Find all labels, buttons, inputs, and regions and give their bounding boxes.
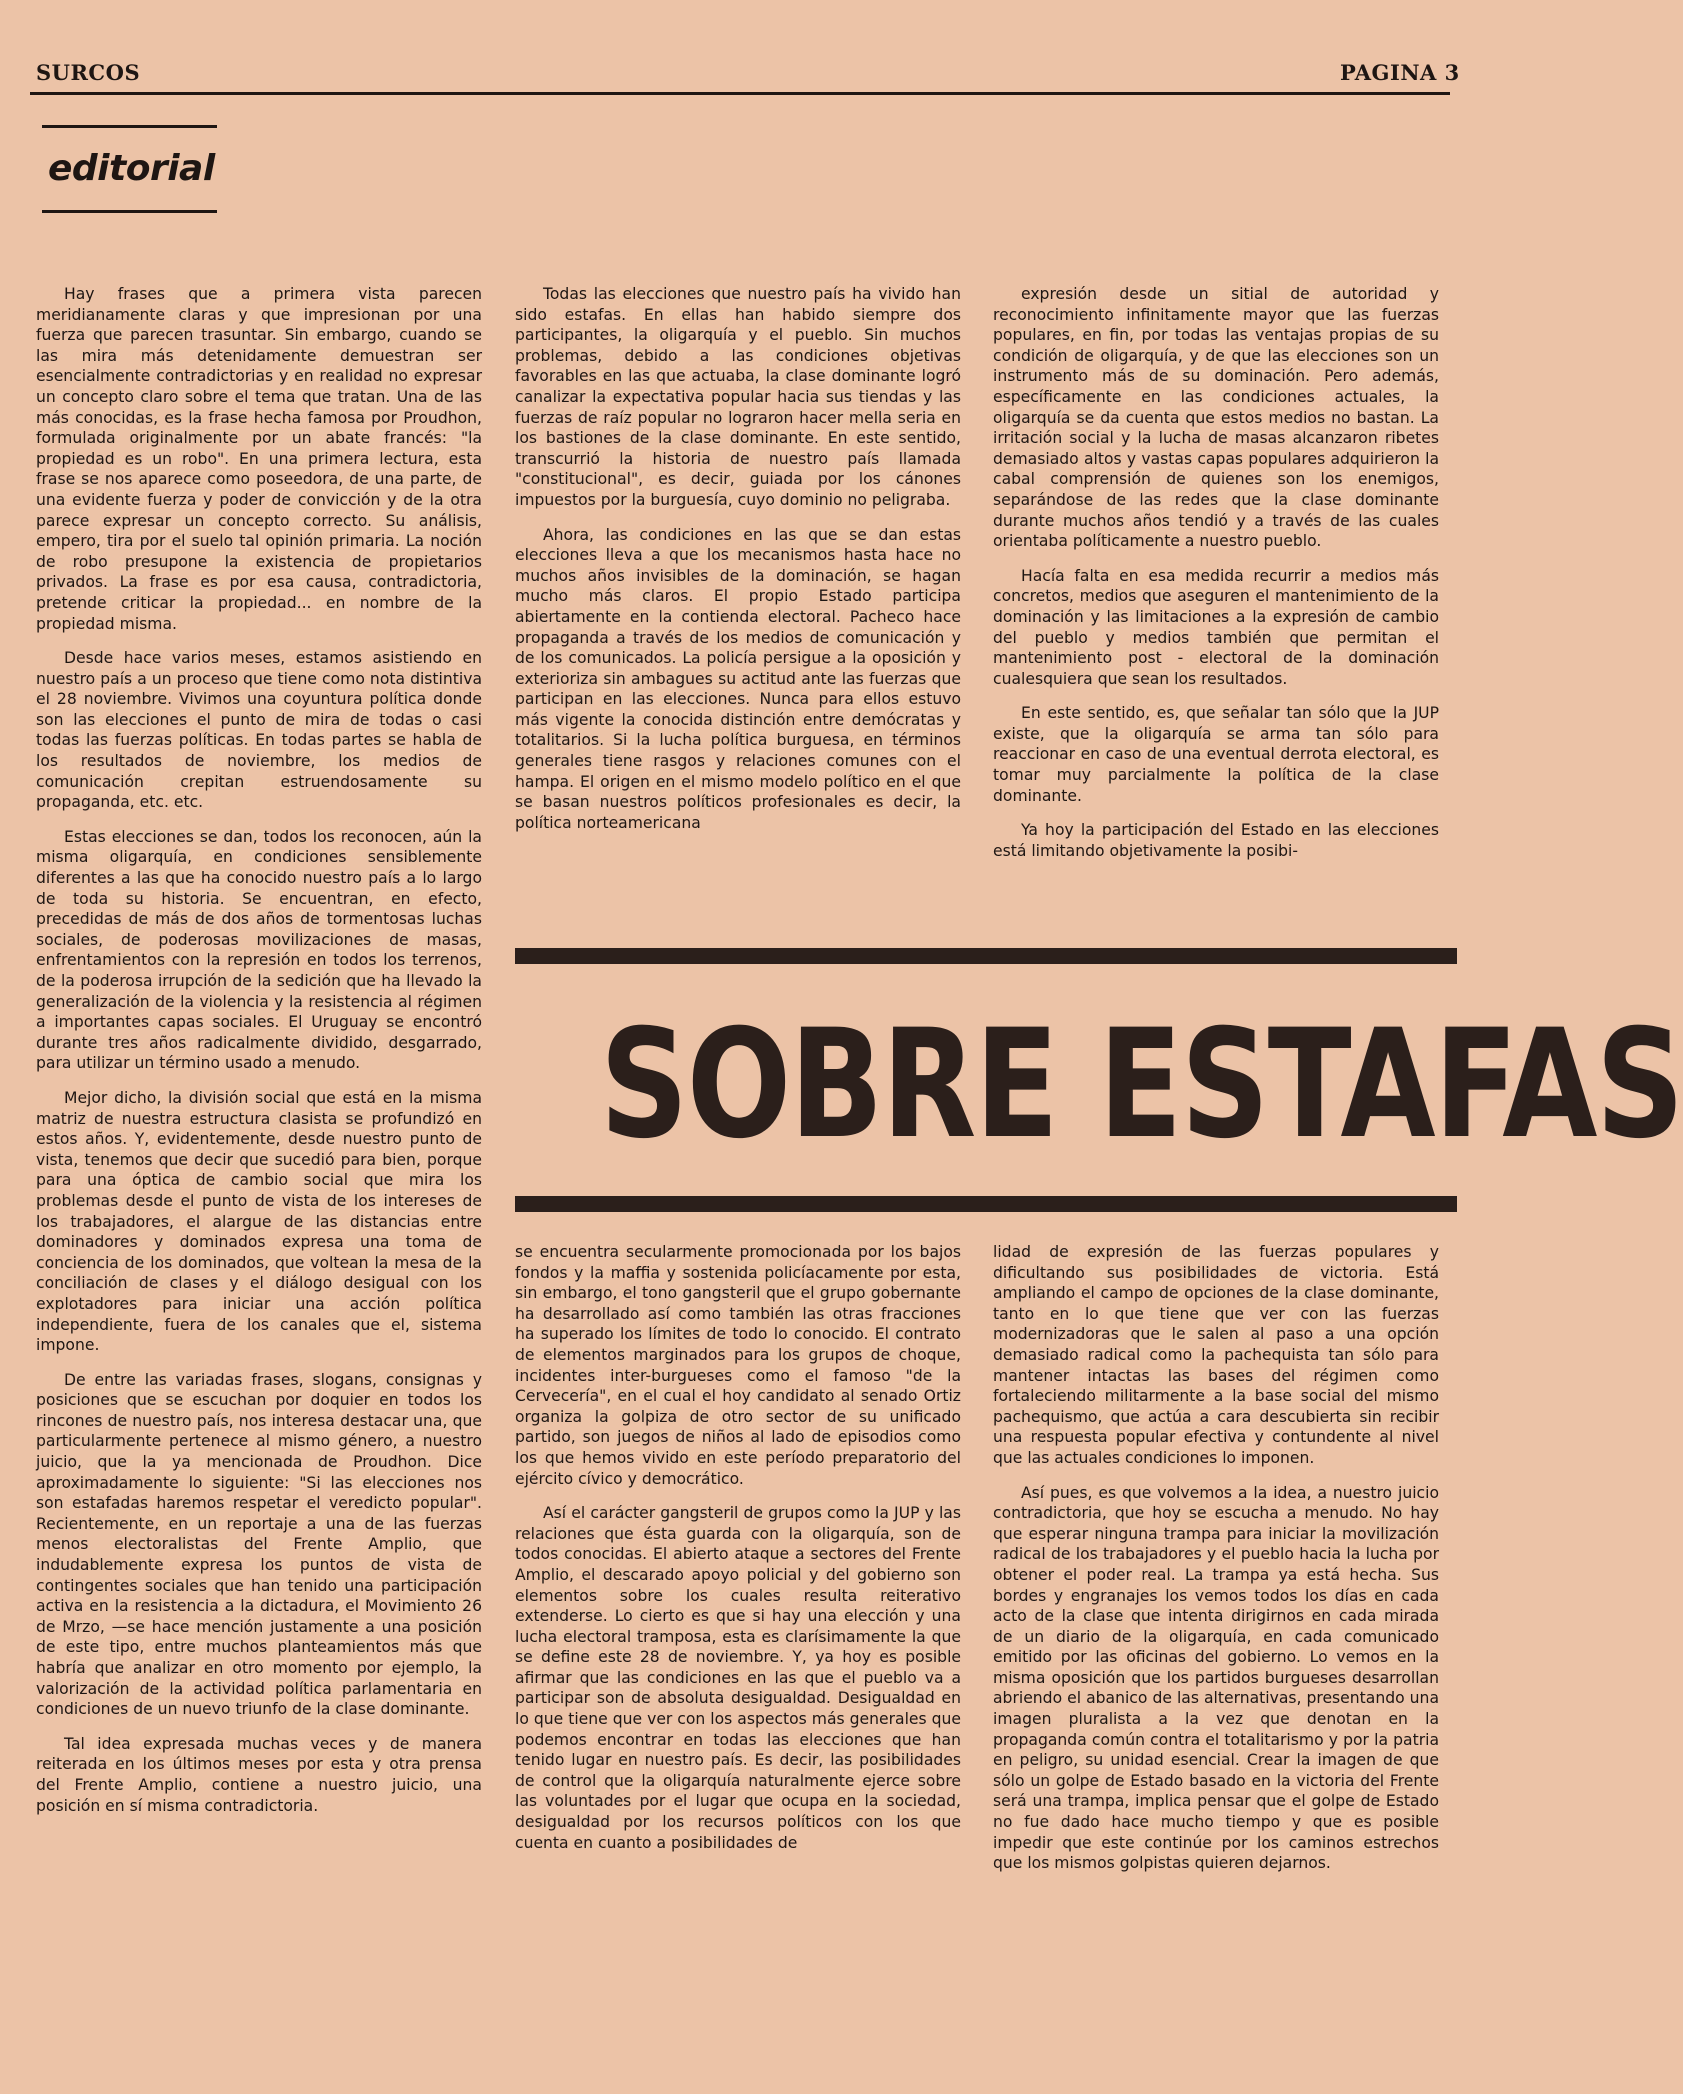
paragraph: Así el carácter gangsteril de grupos como la JUP y las relaciones que ésta guarda con la oligarquía, son de todos conocidas. El abierto ataque a sectores del Frente Amplio, el descarado apoyo policial y del gobierno son elementos sobre los cuales resulta reiterativo extenderse. Lo cierto es que si hay una elección y una lucha electoral tramposa, esta es clarísimamente la que se define este 28 de noviembre. Y, ya hoy es posible afirmar que las condiciones en las que el pueblo va a participar son de absoluta desigualdad. Desigualdad en lo que tiene que ver con los aspectos más generales que podemos encontrar en todas las elecciones que han tenido lugar en nuestro país. Es decir, las posibilidades de control que la oligarquía naturalmente ejerce sobre las voluntades por el lugar que ocupa en la sociedad, desigualdad por los recursos políticos con los que cuenta en cuanto a posibilidades de	[515, 1504, 961, 1852]
publication-name: SURCOS	[36, 60, 141, 85]
paragraph: De entre las variadas frases, slogans, consignas y posiciones que se escuchan por doquier en todos los rincones de nuestro país, nos interesa destacar una, que particularmente pertenece al mismo género, a nuestro juicio, que la ya mencionada de Proudhon. Dice aproximadamente lo siguiente: "Si las elecciones nos son estafadas haremos respetar el veredicto popular". Recientemente, en un reportaje a una de las fuerzas menos electoralistas del Frente Amplio, que indudablemente expresa los puntos de vista de contingentes sociales que han tenido una participación activa en la resistencia a la dictadura, el Movimiento 26 de Mrzo, —se hace mención justamente a una posición de este tipo, entre muchos planteamientos más que habría que analizar en otro momento por ejemplo, la valorización de la actividad política parlamentaria en condiciones de un nuevo triunfo de la clase dominante.	[36, 1370, 482, 1719]
column-2-top	[515, 284, 961, 924]
paragraph: expresión desde un sitial de autoridad y reconocimiento infinitamente mayor que las fuerzas populares, en fin, por todas las ventajas propias de su condición de oligarquía, y de que las elecciones son un instrumento más de su dominación. Pero además, específicamente en las condiciones actuales, la oligarquía se da cuenta que estos medios no bastan. La irritación social y la lucha de masas alcanzaron ribetes demasiado altos y vastas capas populares adquirieron la cabal comprensión de quienes son los enemigos, separándose de las redes que la clase dominante durante muchos años tendió y a través de las cuales orientaba políticamente a nuestro pueblo.	[993, 285, 1439, 551]
paragraph: Ya hoy la participación del Estado en las elecciones está limitando objetivamente la posibi-	[993, 821, 1439, 860]
headline-rule-top	[515, 948, 1457, 964]
paragraph: Mejor dicho, la división social que está en la misma matriz de nuestra estructura clasista se profundizó en estos años. Y, evidentemente, desde nuestro punto de vista, tenemos que decir que sucedió para bien, porque para una óptica de cambio social que mira los problemas desde el punto de vista de los intereses de los trabajadores, el alargue de las distancias entre dominadores y dominados expresa una toma de conciencia de los dominados, que voltean la mesa de la conciliación de clases y el diálogo desigual con los explotadores para iniciar una acción política independiente, fuera de los canales que el, sistema impone.	[36, 1088, 482, 1355]
section-label: editorial	[48, 148, 215, 189]
headline: SOBRE ESTAFAS	[599, 998, 1683, 1172]
paragraph: Hacía falta en esa medida recurrir a medios más concretos, medios que aseguren el mantenimiento de la dominación y las limitaciones a la expresión de cambio del pueblo y medios también que permitan el mantenimiento post - electoral de la dominación cualesquiera que sean los resultados.	[993, 566, 1439, 688]
column-2-bottom	[515, 1242, 961, 2012]
paragraph: Desde hace varios meses, estamos asistiendo en nuestro país a un proceso que tiene como nota distintiva el 28 noviembre. Vivimos una coyuntura política donde son las elecciones el punto de mira de todas o casi todas las fuerzas políticas. En todas partes se habla de los resultados de noviembre, los medios de comunicación crepitan estruendosamente su propaganda, etc. etc.	[36, 649, 482, 812]
column-1	[36, 284, 482, 1984]
header-rule	[30, 92, 1450, 95]
paragraph: lidad de expresión de las fuerzas populares y dificultando sus posibilidades de victoria. Está ampliando el campo de opciones de la clase dominante, tanto en lo que tiene que ver con las fuerzas modernizadoras que le salen al paso a una opción demasiado radical como la pachequista tan sólo para mantener intactas las bases del régimen como fortaleciendo militarmente a la base social del mismo pachequismo, que actúa a cara descubierta sin recibir una respuesta popular efectiva y contundente al nivel que las actuales condiciones lo imponen.	[993, 1243, 1439, 1467]
page-number: PAGINA 3	[1340, 60, 1460, 85]
paragraph: Estas elecciones se dan, todos los reconocen, aún la misma oligarquía, en condiciones sensiblemente diferentes a las que ha conocido nuestro país a lo largo de toda su historia. Se encuentran, en efecto, precedidas de más de dos años de tormentosas luchas sociales, de poderosas movilizaciones de masas, enfrentamientos con la represión en todos los terrenos, de la poderosa irrupción de la sedición que ha llevado la generalización de la violencia y la resistencia al régimen a importantes capas sociales. El Uruguay se encontró durante tres años radicalmente dividido, desgarrado, para utilizar un término usado a menudo.	[36, 827, 482, 1073]
column-3-bottom	[993, 1242, 1439, 2012]
column-3-top	[993, 284, 1439, 924]
paragraph: Así pues, es que volvemos a la idea, a nuestro juicio contradictoria, que hoy se escucha a menudo. No hay que esperar ninguna trampa para iniciar la movilización radical de los trabajadores y el pueblo hacia la lucha por obtener el poder real. La trampa ya está hecha. Sus bordes y engranajes los vemos todos los días en cada acto de la clase que intenta dirigirnos en cada mirada de un diario de la oligarquía, en cada comunicado emitido por las oficinas del gobierno. Lo vemos en la misma oposición que los partidos burgueses desarrollan abriendo el abanico de las alternativas, presentando una imagen pluralista a la vez que denotan en la propaganda común contra el totalitarismo y por la patria en peligro, su unidad esencial. Crear la imagen de que sólo un golpe de Estado basado en la victoria del Frente será una trampa, implica pensar que el golpe de Estado no fue dado hace mucho tiempo y que es posible impedir que este continúe por los caminos estrechos que los mismos golpistas quieren dejarnos.	[993, 1483, 1439, 1873]
paragraph: Hay frases que a primera vista parecen meridianamente claras y que impresionan por una fuerza que parecen trasuntar. Sin embargo, cuando se las mira más detenidamente demuestran ser esencialmente contradictorias y en realidad no expresar un concepto claro sobre el tema que tratan. Una de las más conocidas, es la frase hecha famosa por Proudhon, formulada originalmente por un abate francés: "la propiedad es un robo". En una primera lectura, esta frase se nos aparece como poseedora, de una parte, de una evidente fuerza y poder de convicción y de la otra parece expresar un concepto correcto. Su análisis, empero, tira por el suelo tal opinión primaria. La noción de robo presupone la existencia de propietarios privados. La frase es por esa causa, contradictoria, pretende criticar la propiedad... en nombre de la propiedad misma.	[36, 285, 482, 633]
editorial-rule-top	[42, 125, 217, 128]
paragraph: Todas las elecciones que nuestro país ha vivido han sido estafas. En ellas han habido siempre dos participantes, la oligarquía y el pueblo. Sin muchos problemas, debido a las condiciones objetivas favorables en las que actuaba, la clase dominante logró canalizar la expectativa popular hacia sus tiendas y las fuerzas de raíz popular no lograron hacer mella seria en los bastiones de la clase dominante. En este sentido, transcurrió la historia de nuestro país llamada "constitucional", es decir, guiada por los cánones impuestos por la burguesía, cuyo dominio no peligraba.	[515, 285, 961, 509]
paragraph: Ahora, las condiciones en las que se dan estas elecciones lleva a que los mecanismos hasta hace no muchos años invisibles de la dominación, se hagan mucho más claros. El propio Estado participa abiertamente en la contienda electoral. Pacheco hace propaganda a través de los medios de comunicación y de los comunicados. La policía persigue a la oposición y exterioriza sin ambagues su actitud ante las fuerzas que participan en las elecciones. Nunca para ellos estuvo más vigente la conocida distinción entre demócratas y totalitarios. Si la lucha política burguesa, en términos generales tiene rasgos y relaciones comunes con el hampa. El origen en el mismo modelo político en el que se basan nuestros políticos profesionales es decir, la política norteamericana	[515, 525, 961, 832]
headline-rule-bottom	[515, 1196, 1457, 1212]
paragraph: se encuentra secularmente promocionada por los bajos fondos y la maffia y sostenida policíacamente por esta, sin embargo, el tono gangsteril que el grupo gobernante ha desarrollado así como también las otras fracciones ha superado los límites de todo lo conocido. El contrato de elementos marginados para los grupos de choque, incidentes inter-burgueses como el famoso "de la Cervecería", en el cual el hoy candidato al senado Ortiz organiza la golpiza de otro sector de su unificado partido, son juegos de niños al lado de episodios como los que hemos vivido en este período preparatorio del ejército cívico y democrático.	[515, 1243, 961, 1488]
paragraph: Tal idea expresada muchas veces y de manera reiterada en los últimos meses por esta y otra prensa del Frente Amplio, contiene a nuestro juicio, una posición en sí misma contradictoria.	[36, 1734, 482, 1815]
paragraph: En este sentido, es, que señalar tan sólo que la JUP existe, que la oligarquía se arma tan sólo para reaccionar en caso de una eventual derrota electoral, es tomar muy parcialmente la política de la clase dominante.	[993, 704, 1439, 805]
editorial-rule-bottom	[42, 210, 217, 213]
